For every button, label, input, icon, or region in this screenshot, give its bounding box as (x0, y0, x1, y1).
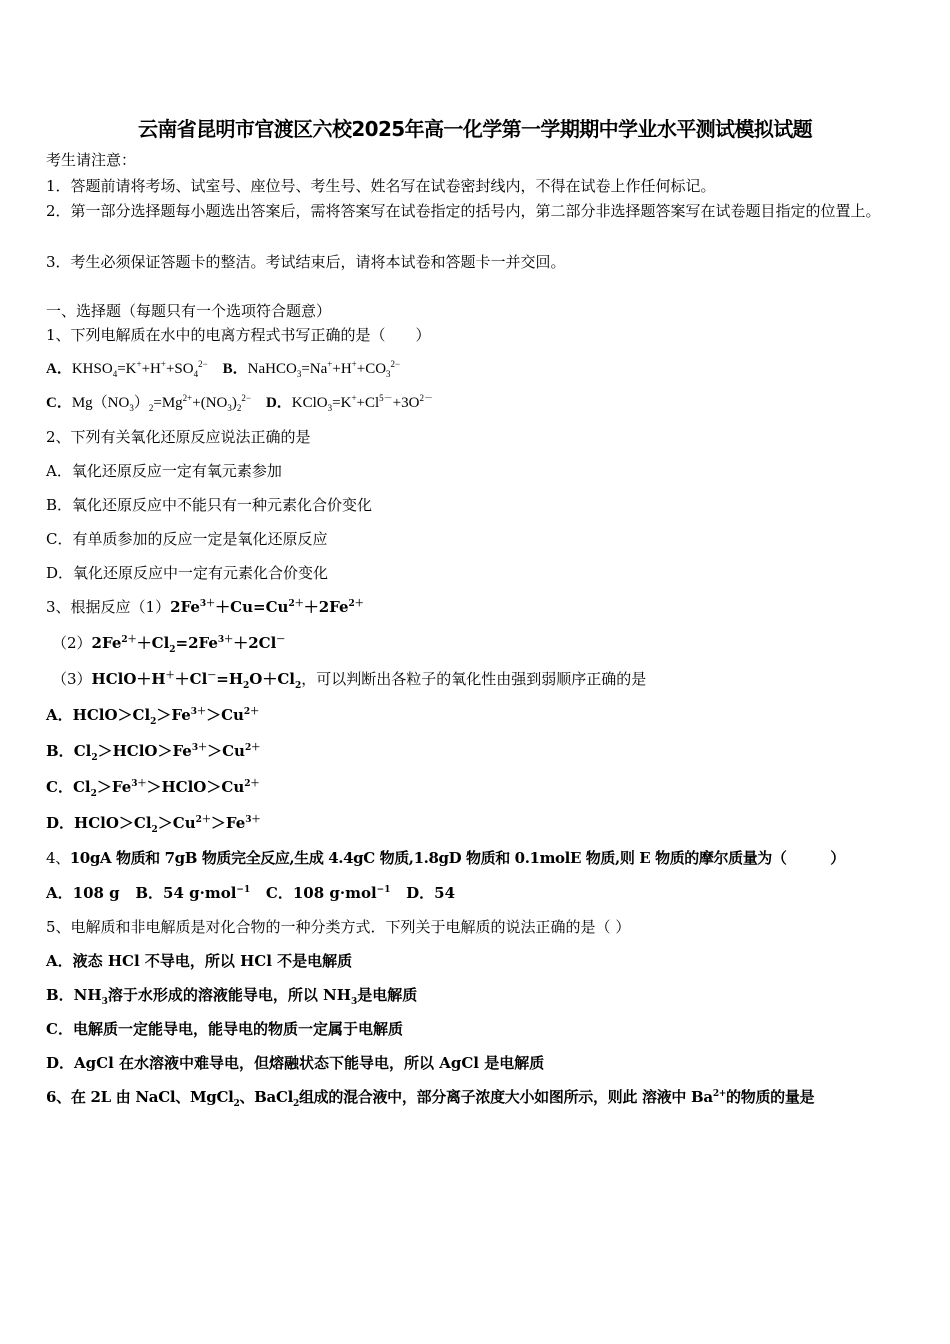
question-3-option-c: C．$Cl_2>Fe^{3+}>HClO>Cu^{2+}$ (46, 778, 260, 799)
question-5-stem: 5、电解质和非电解质是对化合物的一种分类方式．下列关于电解质的说法正确的是（ ） (46, 918, 631, 936)
question-3-reaction-3: $(3)HClO+H^++Cl^-=H_2O+Cl_2$，可以判断出各粒子的氧化性由强到弱顺序正确的是 (52, 670, 647, 691)
question-3-stem: 3、根据反应$(1)2Fe^{3+}+Cu=Cu^{2+}+2Fe^{2+}$ (46, 598, 364, 616)
question-1-stem: 1、下列电解质在水中的电离方程式书写正确的是（ ） (46, 326, 431, 344)
question-2-option-d: D．氧化还原反应中一定有元素化合价变化 (46, 564, 329, 582)
question-1-options-cd: C．$Mg(NO_3)_2=Mg^{2+}+(NO_3)_2^{2-}$ D．$KClO_3=K^++Cl^{5-}+3O^{2-}$ (46, 393, 433, 413)
notice-item-1: 1．答题前请将考场、试室号、座位号、考生号、姓名写在试卷密封线内，不得在试卷上作任何标记。 (46, 177, 716, 195)
question-3-option-b: B．$Cl_2>HClO>Fe^{3+}>Cu^{2+}$ (46, 742, 261, 763)
question-2-option-b: B．氧化还原反应中不能只有一种元素化合价变化 (46, 496, 373, 514)
question-2-option-c: C．有单质参加的反应一定是氧化还原反应 (46, 530, 328, 548)
question-3-option-a: A．$HClO>Cl_2>Fe^{3+}>Cu^{2+}$ (46, 706, 260, 727)
question-5-option-c: C．电解质一定能导电，能导电的物质一定属于电解质 (46, 1020, 403, 1038)
question-5-option-b: B．$NH_3$溶于水形成的溶液能导电，所以 $NH_3$是电解质 (46, 986, 418, 1007)
question-3-reaction-2: $(2)2Fe^{2+}+Cl_2=2Fe^{3+}+2Cl^-$ (52, 634, 286, 655)
question-2-option-a: A．氧化还原反应一定有氧元素参加 (46, 462, 282, 480)
question-4-stem: 4、10gA 物质和 7gB 物质完全反应,生成 4.4gC 物质,1.8gD 物质和 0.1molE 物质,则 E 物质的摩尔质量为（ ） (46, 849, 845, 867)
exam-title: 云南省昆明市官渡区六校2025年高一化学第一学期期中学业水平测试模拟试题 (137, 117, 813, 141)
question-5-option-d: D．AgCl 在水溶液中难导电，但熔融状态下能导电，所以 AgCl 是电解质 (46, 1054, 545, 1072)
question-5-option-a: A．液态 HCl 不导电，所以 HCl 不是电解质 (46, 952, 353, 970)
question-3-option-d: D．$HClO>Cl_2>Cu^{2+}>Fe^{3+}$ (46, 814, 261, 835)
question-1-options-ab: A．$KHSO_4=K^++H^++SO_4^{2-}$ B．$NaHCO_3=Na^++H^++CO_3^{2-}$ (46, 359, 401, 379)
notice-heading: 考生请注意： (46, 151, 137, 169)
question-4-options: A．108 g B．54 g·mol$^{-1}$ C．108 g·mol$^{-1}$ D．54 (46, 884, 456, 902)
notice-item-2: 2．第一部分选择题每小题选出答案后，需将答案写在试卷指定的括号内，第二部分非选择题答案写在试卷题目指定的位置上。 (46, 202, 881, 220)
question-6-stem: 6、在 2L 由 NaCl、MgCl$_2$、BaCl$_2$组成的混合液中，部分离子浓度大小如图所示，则此 溶液中 $Ba^{2+}$的物质的量是 (46, 1088, 815, 1109)
question-2-stem: 2、下列有关氧化还原反应说法正确的是 (46, 428, 311, 446)
section-heading: 一、选择题（每题只有一个选项符合题意） (46, 302, 332, 320)
notice-item-3: 3．考生必须保证答题卡的整洁。考试结束后，请将本试卷和答题卡一并交回。 (46, 253, 566, 271)
